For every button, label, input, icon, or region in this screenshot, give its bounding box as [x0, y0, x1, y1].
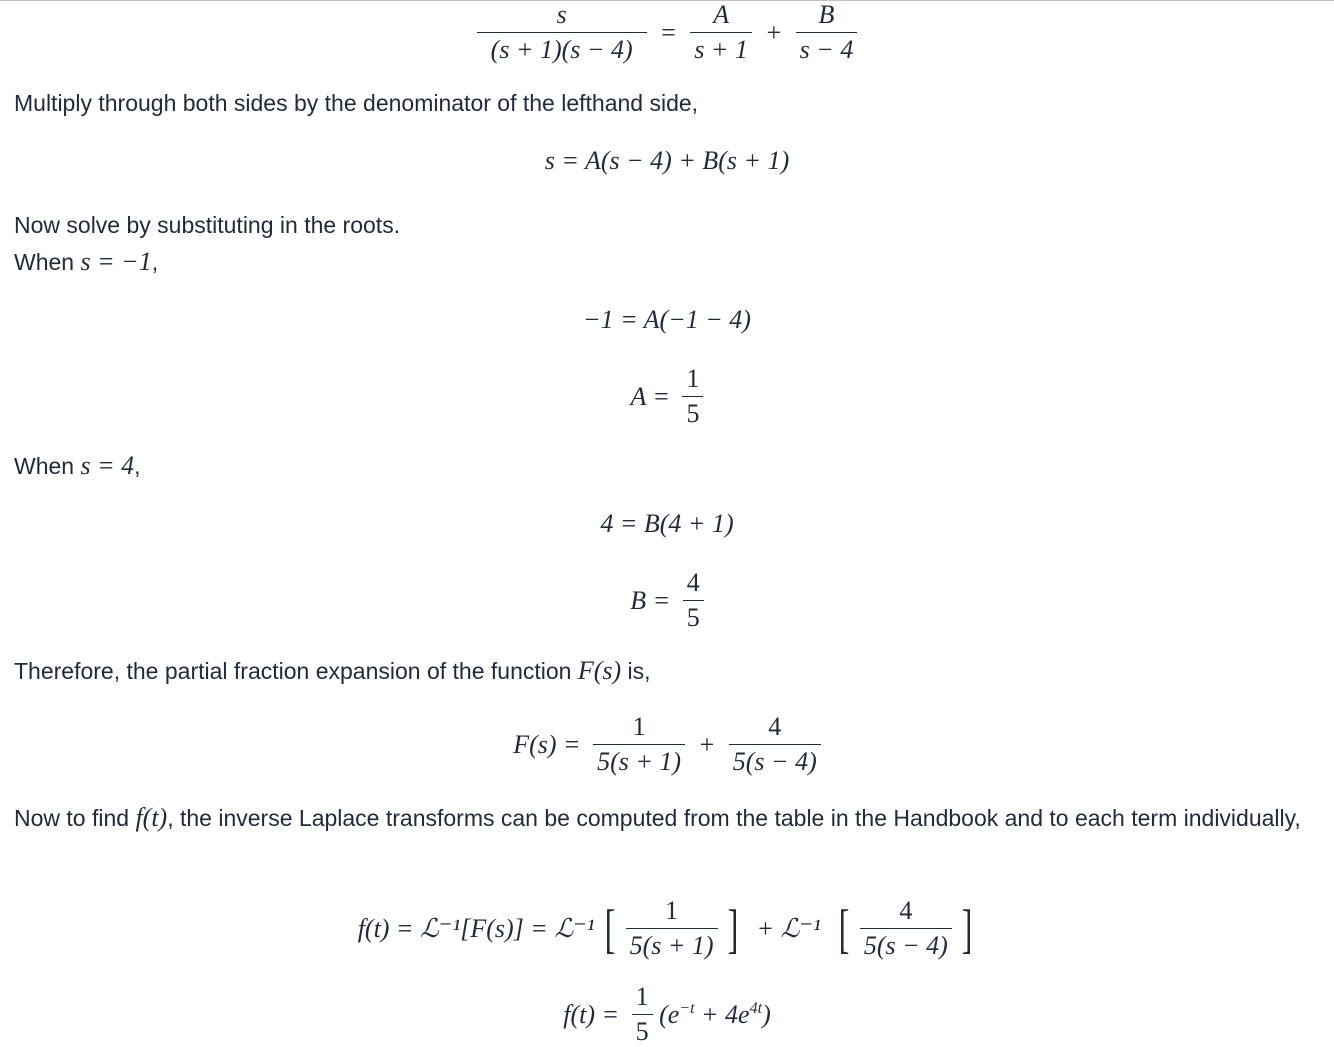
- paragraph-when-minus-one: [14, 243, 158, 281]
- paragraph-inverse-laplace: [14, 799, 1314, 837]
- exponent-1: −t: [679, 999, 695, 1017]
- denominator: 5: [632, 1014, 653, 1047]
- equation-substitute-minus-one: −1 = A(−1 − 4): [583, 305, 751, 334]
- equation-partial-fraction-form: [0, 0, 1334, 65]
- inline-math: F(s): [577, 656, 622, 685]
- denominator: 5(s − 4): [729, 744, 821, 777]
- equation-a-value: [0, 364, 1334, 429]
- fraction-term-1: [593, 712, 685, 777]
- denominator: 5: [682, 396, 703, 429]
- denominator: 5: [683, 600, 704, 633]
- text-prefix: When: [14, 453, 81, 479]
- numerator: 1: [635, 982, 649, 1011]
- fraction: [682, 364, 703, 429]
- exponent-2: 4t: [749, 999, 763, 1017]
- fraction-term-2: [860, 896, 952, 961]
- result-body: [659, 1000, 771, 1030]
- denominator: s − 4: [796, 32, 858, 65]
- lhs: F(s) =: [513, 729, 581, 759]
- equation-expansion: [0, 712, 1334, 777]
- fraction-term-2: [729, 712, 821, 777]
- paragraph-multiply: Multiply through both sides by the denominator of the lefthand side,: [14, 90, 699, 116]
- text-prefix: When: [14, 249, 81, 275]
- numerator: 4: [768, 712, 782, 741]
- text-suffix: ,: [134, 453, 141, 479]
- fraction: [683, 568, 704, 633]
- plus-laplace: + ℒ⁻¹: [756, 913, 821, 943]
- right-bracket: ]: [727, 898, 739, 959]
- plus-sign: +: [699, 729, 715, 759]
- text-suffix: is,: [621, 658, 651, 684]
- left-bracket: [: [604, 898, 616, 959]
- numerator: 4: [899, 896, 913, 925]
- lhs: A =: [630, 381, 670, 411]
- fraction-b: [796, 0, 858, 65]
- numerator: A: [713, 0, 730, 29]
- denominator: 5(s − 4): [860, 928, 952, 961]
- body-end: ): [762, 999, 771, 1029]
- fraction-term-1: [626, 896, 718, 961]
- equation-b-value: [0, 568, 1334, 633]
- text-suffix: , the inverse Laplace transforms can be computed from the table in the Handbook and to each term individually,: [167, 805, 1301, 831]
- paragraph-therefore: [14, 652, 651, 690]
- fraction: [632, 982, 653, 1047]
- right-bracket: ]: [961, 898, 973, 959]
- text-suffix: ,: [151, 249, 159, 275]
- numerator: B: [818, 0, 835, 29]
- equals-sign: =: [661, 17, 676, 47]
- equation-substitute-four: 4 = B(4 + 1): [600, 509, 734, 538]
- lhs: f(t) = ℒ⁻¹[F(s)] = ℒ⁻¹: [357, 913, 595, 943]
- equation-inverse-transform: [0, 896, 1334, 961]
- fraction-a: [690, 0, 752, 65]
- fraction-lhs: [477, 0, 647, 65]
- inline-math: s = −1: [80, 247, 152, 276]
- paragraph-substitute: Now solve by substituting in the roots.: [14, 212, 401, 238]
- text-prefix: Therefore, the partial fraction expansion of the function: [14, 658, 578, 684]
- body-mid: + 4e: [694, 999, 750, 1029]
- numerator: 1: [665, 896, 679, 925]
- equation-cleared-denominators: s = A(s − 4) + B(s + 1): [544, 146, 790, 175]
- left-bracket: [: [838, 898, 850, 959]
- denominator: (s + 1)(s − 4): [477, 32, 647, 65]
- denominator: 5(s + 1): [626, 928, 718, 961]
- denominator: 5(s + 1): [593, 744, 685, 777]
- numerator: 1: [686, 364, 700, 393]
- numerator: s: [556, 0, 567, 29]
- equation-result: [0, 982, 1334, 1047]
- denominator: s + 1: [690, 32, 752, 65]
- lhs: f(t) =: [563, 999, 620, 1029]
- numerator: 4: [686, 568, 700, 597]
- inline-math: s = 4: [80, 451, 135, 480]
- body-start: (e: [659, 999, 680, 1029]
- numerator: 1: [632, 712, 646, 741]
- plus-sign: +: [766, 17, 782, 47]
- lhs: B =: [630, 585, 671, 615]
- paragraph-when-four: [14, 447, 141, 485]
- text-prefix: Now to find: [14, 805, 136, 831]
- inline-math: f(t): [135, 803, 168, 832]
